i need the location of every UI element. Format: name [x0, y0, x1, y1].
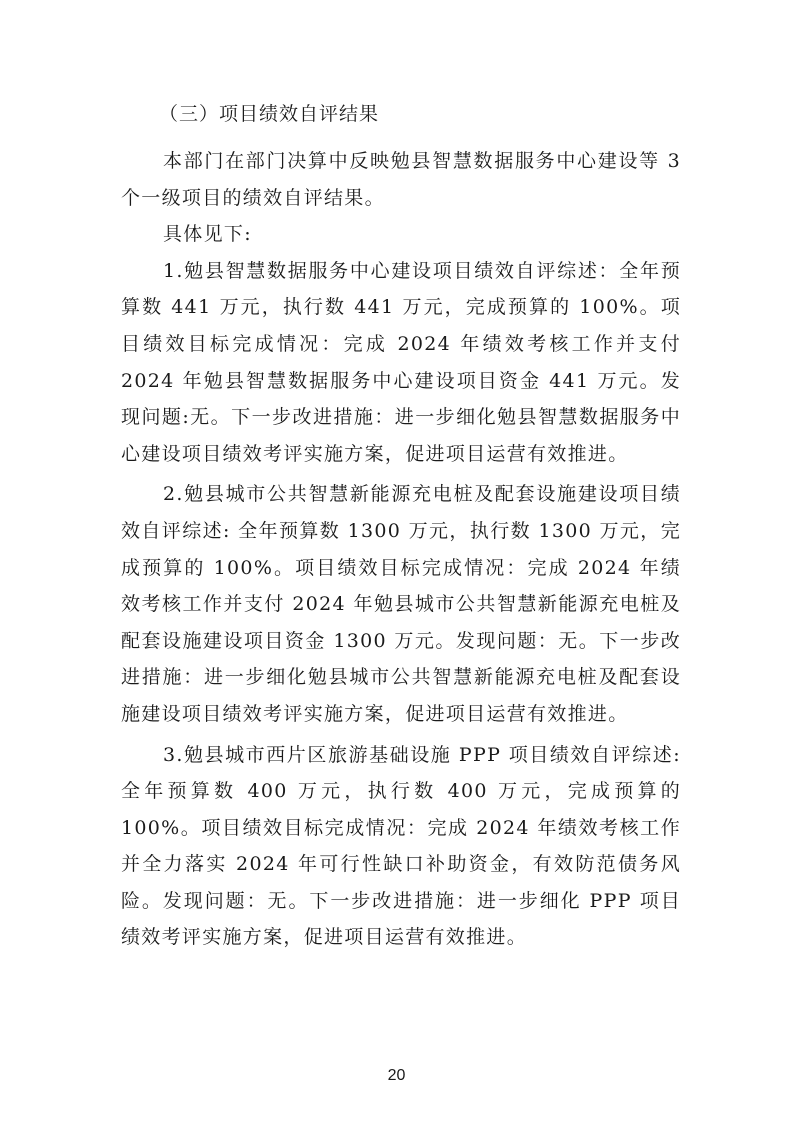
- project-item-3: 3.勉县城市西片区旅游基础设施 PPP 项目绩效自评综述:全年预算数 400 万元，执行数 400 万元，完成预算的 100%。项目绩效目标完成情况：完成 2024 年绩效考核工作并全力落实 2024 年可行性缺口补助资金，有效防范债务风险。发现问题：无。下一步改进措施：进一步细化 PPP 项目绩效考评实施方案，促进项目运营有效推进。: [121, 743, 681, 949]
- page-number: 20: [387, 1067, 406, 1084]
- project-item-2: 2.勉县城市公共智慧新能源充电桩及配套设施建设项目绩效自评综述: 全年预算数 1300 万元，执行数 1300 万元，完成预算的 100%。项目绩效目标完成情况：完成 2024 年绩效考核工作并支付 2024 年勉县城市公共智慧新能源充电桩及配套设施建设项目资金 1300 万元。发现问题：无。下一步改进措施：进一步细化勉县城市公共智慧新能源充电桩及配套设施建设项目绩效考评实施方案，促进项目运营有效推进。: [121, 483, 681, 725]
- section-heading: （三）项目绩效自评结果: [159, 103, 380, 125]
- detail-lead-paragraph: 具体见下:: [163, 223, 252, 246]
- project-item-1: 1.勉县智慧数据服务中心建设项目绩效自评综述：全年预算数 441 万元，执行数 441 万元，完成预算的 100%。项目绩效目标完成情况：完成 2024 年绩效考核工作并支付 2024 年勉县智慧数据服务中心建设项目资金 441 万元。发现问题:无。下一步改进措施：进一步细化勉县智慧数据服务中心建设项目绩效考评实施方案，促进项目运营有效推进。: [121, 259, 681, 465]
- intro-paragraph: 本部门在部门决算中反映勉县智慧数据服务中心建设等 3 个一级项目的绩效自评结果。: [121, 150, 681, 209]
- document-body: [121, 97, 681, 960]
